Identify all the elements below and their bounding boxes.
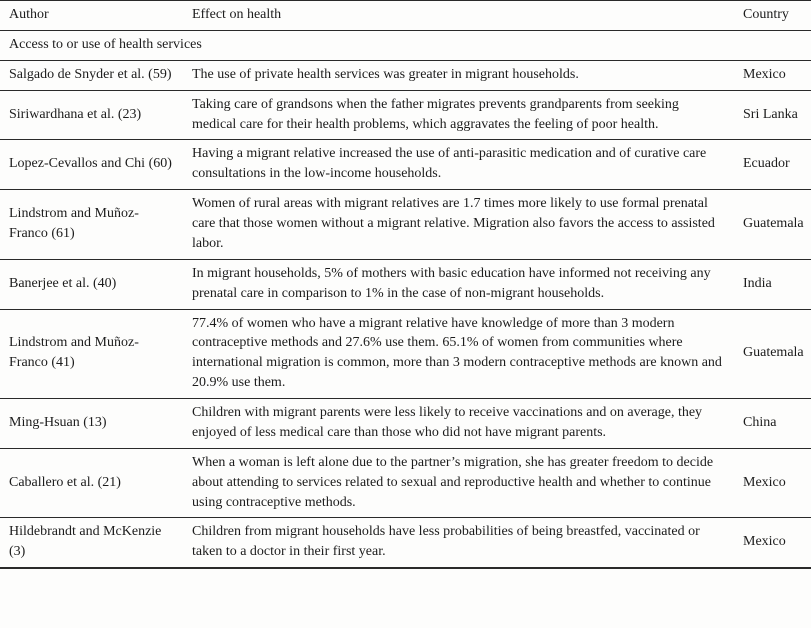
table-row (0, 399, 811, 449)
table-row (0, 518, 811, 568)
author-cell: Siriwardhana et al. (23) (0, 90, 183, 140)
author-cell: Caballero et al. (21) (0, 448, 183, 518)
table-row (0, 259, 811, 309)
country-cell: Mexico (734, 518, 811, 568)
table-header (0, 1, 811, 31)
effect-cell: The use of private health services was greater in migrant households. (183, 60, 734, 90)
author-cell: Banerjee et al. (40) (0, 259, 183, 309)
section-header-row (0, 30, 811, 60)
effect-cell: In migrant households, 5% of mothers with basic education have informed not receiving any prenatal care in comparison to 1% in the case of non-migrant households. (183, 259, 734, 309)
author-cell: Lindstrom and Muñoz-Franco (61) (0, 190, 183, 260)
table-row (0, 448, 811, 518)
effect-cell: When a woman is left alone due to the partner’s migration, she has greater freedom to decide about attending to services related to sexual and reproductive health and whether to continue using contraceptive methods. (183, 448, 734, 518)
author-cell: Ming-Hsuan (13) (0, 399, 183, 449)
country-cell: India (734, 259, 811, 309)
author-cell: Lindstrom and Muñoz-Franco (41) (0, 309, 183, 399)
table-row (0, 60, 811, 90)
header-row (0, 1, 811, 31)
country-cell: Mexico (734, 60, 811, 90)
table-row (0, 140, 811, 190)
country-cell: Guatemala (734, 309, 811, 399)
country-cell: Guatemala (734, 190, 811, 260)
country-cell: Ecuador (734, 140, 811, 190)
effect-cell: Women of rural areas with migrant relatives are 1.7 times more likely to use formal prenatal care that those women without a migrant relative. Migration also favors the access to assisted labor. (183, 190, 734, 260)
section-title: Access to or use of health services (0, 30, 811, 60)
effect-cell: Taking care of grandsons when the father migrates prevents grandparents from seeking medical care for their health problems, which aggravates the feeling of poor health. (183, 90, 734, 140)
effect-cell: Children with migrant parents were less likely to receive vaccinations and on average, they enjoyed of less medical care than those who did not have migrant parents. (183, 399, 734, 449)
table-row (0, 309, 811, 399)
country-cell: Sri Lanka (734, 90, 811, 140)
country-cell: China (734, 399, 811, 449)
table-body (0, 30, 811, 568)
table-row (0, 90, 811, 140)
column-header-author: Author (0, 1, 183, 31)
column-header-effect: Effect on health (183, 1, 734, 31)
effect-cell: 77.4% of women who have a migrant relative have knowledge of more than 3 modern contraceptive methods and 27.6% use them. 65.1% of women from communities where international migration is common, more than 3 modern contraceptive methods are known and 20.9% use them. (183, 309, 734, 399)
author-cell: Hildebrandt and McKenzie (3) (0, 518, 183, 568)
column-header-country: Country (734, 1, 811, 31)
table-row (0, 190, 811, 260)
author-cell: Lopez-Cevallos and Chi (60) (0, 140, 183, 190)
author-cell: Salgado de Snyder et al. (59) (0, 60, 183, 90)
effect-cell: Having a migrant relative increased the use of anti-parasitic medication and of curative care consultations in the low-income households. (183, 140, 734, 190)
effect-cell: Children from migrant households have less probabilities of being breastfed, vaccinated or taken to a doctor in their first year. (183, 518, 734, 568)
country-cell: Mexico (734, 448, 811, 518)
